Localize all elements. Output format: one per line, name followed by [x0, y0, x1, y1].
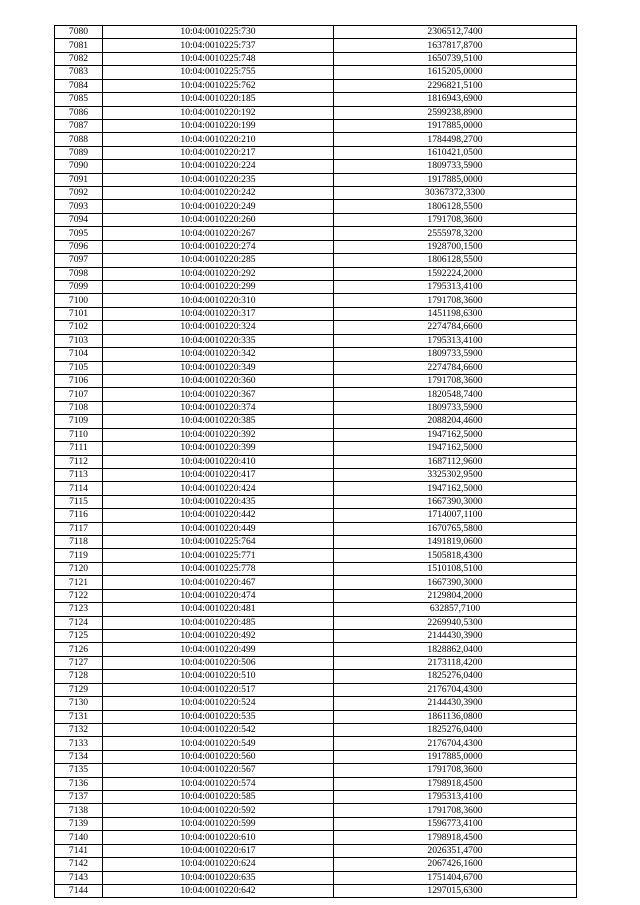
table-row — [55, 737, 577, 750]
table-row — [55, 495, 577, 508]
cadastral-value-cell: 30367372,3300 — [334, 187, 577, 200]
cadastral-value-cell: 2173118,4200 — [334, 656, 577, 669]
table-row — [55, 200, 577, 213]
table-row — [55, 93, 577, 106]
cadastral-number-cell: 10:04:0010220:481 — [103, 603, 334, 616]
row-number-cell: 7086 — [55, 106, 103, 119]
table-row — [55, 254, 577, 267]
row-number-cell: 7105 — [55, 361, 103, 374]
row-number-cell: 7121 — [55, 576, 103, 589]
table-row — [55, 858, 577, 871]
table-row — [55, 321, 577, 334]
cadastral-number-cell: 10:04:0010220:410 — [103, 455, 334, 468]
cadastral-value-cell: 3325302,9500 — [334, 468, 577, 481]
table-row — [55, 227, 577, 240]
cadastral-number-cell: 10:04:0010225:764 — [103, 536, 334, 549]
row-number-cell: 7117 — [55, 522, 103, 535]
cadastral-number-cell: 10:04:0010220:535 — [103, 710, 334, 723]
row-number-cell: 7138 — [55, 804, 103, 817]
table-row — [55, 26, 577, 39]
cadastral-number-cell: 10:04:0010220:185 — [103, 93, 334, 106]
row-number-cell: 7118 — [55, 536, 103, 549]
table-row — [55, 39, 577, 52]
cadastral-number-cell: 10:04:0010220:599 — [103, 817, 334, 830]
cadastral-value-cell: 1505818,4300 — [334, 549, 577, 562]
cadastral-value-cell: 1491819,0600 — [334, 536, 577, 549]
cadastral-value-cell: 1816943,6900 — [334, 93, 577, 106]
row-number-cell: 7082 — [55, 52, 103, 65]
row-number-cell: 7081 — [55, 39, 103, 52]
row-number-cell: 7120 — [55, 562, 103, 575]
cadastral-number-cell: 10:04:0010220:635 — [103, 871, 334, 884]
cadastral-value-cell: 2176704,4300 — [334, 683, 577, 696]
cadastral-number-cell: 10:04:0010220:585 — [103, 791, 334, 804]
cadastral-number-cell: 10:04:0010220:417 — [103, 468, 334, 481]
row-number-cell: 7139 — [55, 817, 103, 830]
cadastral-number-cell: 10:04:0010220:267 — [103, 227, 334, 240]
cadastral-value-cell: 1615205,0000 — [334, 66, 577, 79]
row-number-cell: 7102 — [55, 321, 103, 334]
row-number-cell: 7093 — [55, 200, 103, 213]
table-row — [55, 388, 577, 401]
table-row — [55, 764, 577, 777]
table-row — [55, 307, 577, 320]
cadastral-value-cell: 1670765,5800 — [334, 522, 577, 535]
table-row — [55, 267, 577, 280]
cadastral-number-cell: 10:04:0010220:385 — [103, 415, 334, 428]
cadastral-value-cell: 1825276,0400 — [334, 723, 577, 736]
cadastral-number-cell: 10:04:0010225:771 — [103, 549, 334, 562]
cadastral-number-cell: 10:04:0010220:485 — [103, 616, 334, 629]
row-number-cell: 7096 — [55, 240, 103, 253]
row-number-cell: 7119 — [55, 549, 103, 562]
table-row — [55, 697, 577, 710]
cadastral-number-cell: 10:04:0010220:424 — [103, 482, 334, 495]
cadastral-number-cell: 10:04:0010220:210 — [103, 133, 334, 146]
row-number-cell: 7095 — [55, 227, 103, 240]
cadastral-value-cell: 1791708,3600 — [334, 804, 577, 817]
row-number-cell: 7097 — [55, 254, 103, 267]
cadastral-value-cell: 2274784,6600 — [334, 321, 577, 334]
cadastral-number-cell: 10:04:0010220:567 — [103, 764, 334, 777]
cadastral-number-cell: 10:04:0010220:542 — [103, 723, 334, 736]
cadastral-number-cell: 10:04:0010220:492 — [103, 629, 334, 642]
table-row — [55, 885, 577, 898]
cadastral-value-cell: 1650739,5100 — [334, 52, 577, 65]
table-row — [55, 791, 577, 804]
cadastral-number-cell: 10:04:0010220:235 — [103, 173, 334, 186]
row-number-cell: 7134 — [55, 750, 103, 763]
cadastral-value-cell: 1795313,4100 — [334, 334, 577, 347]
table-row — [55, 683, 577, 696]
cadastral-number-cell: 10:04:0010220:367 — [103, 388, 334, 401]
cadastral-value-cell: 1806128,5500 — [334, 254, 577, 267]
table-row — [55, 106, 577, 119]
cadastral-value-cell: 632857,7100 — [334, 603, 577, 616]
cadastral-value-cell: 1828862,0400 — [334, 643, 577, 656]
row-number-cell: 7141 — [55, 844, 103, 857]
table-row — [55, 361, 577, 374]
cadastral-number-cell: 10:04:0010220:442 — [103, 509, 334, 522]
row-number-cell: 7083 — [55, 66, 103, 79]
cadastral-number-cell: 10:04:0010220:349 — [103, 361, 334, 374]
row-number-cell: 7137 — [55, 791, 103, 804]
row-number-cell: 7122 — [55, 589, 103, 602]
table-row — [55, 468, 577, 481]
row-number-cell: 7116 — [55, 509, 103, 522]
table-row — [55, 334, 577, 347]
cadastral-number-cell: 10:04:0010220:517 — [103, 683, 334, 696]
cadastral-value-cell: 1297015,6300 — [334, 885, 577, 898]
cadastral-number-cell: 10:04:0010220:274 — [103, 240, 334, 253]
cadastral-number-cell: 10:04:0010220:499 — [103, 643, 334, 656]
row-number-cell: 7132 — [55, 723, 103, 736]
cadastral-number-cell: 10:04:0010220:199 — [103, 119, 334, 132]
cadastral-number-cell: 10:04:0010220:260 — [103, 213, 334, 226]
table-row — [55, 160, 577, 173]
row-number-cell: 7110 — [55, 428, 103, 441]
cadastral-value-cell: 1947162,5000 — [334, 482, 577, 495]
row-number-cell: 7113 — [55, 468, 103, 481]
cadastral-number-cell: 10:04:0010220:610 — [103, 831, 334, 844]
row-number-cell: 7091 — [55, 173, 103, 186]
cadastral-value-cell: 1610421,0500 — [334, 146, 577, 159]
cadastral-value-cell: 1791708,3600 — [334, 294, 577, 307]
cadastral-value-cell: 1714007,1100 — [334, 509, 577, 522]
cadastral-number-cell: 10:04:0010220:435 — [103, 495, 334, 508]
row-number-cell: 7092 — [55, 187, 103, 200]
table-row — [55, 442, 577, 455]
cadastral-value-cell: 1795313,4100 — [334, 791, 577, 804]
cadastral-value-cell: 1825276,0400 — [334, 670, 577, 683]
table-row — [55, 831, 577, 844]
row-number-cell: 7131 — [55, 710, 103, 723]
cadastral-number-cell: 10:04:0010220:217 — [103, 146, 334, 159]
table-row — [55, 509, 577, 522]
cadastral-number-cell: 10:04:0010220:506 — [103, 656, 334, 669]
row-number-cell: 7085 — [55, 93, 103, 106]
row-number-cell: 7109 — [55, 415, 103, 428]
table-row — [55, 374, 577, 387]
cadastral-value-cell: 2026351,4700 — [334, 844, 577, 857]
row-number-cell: 7106 — [55, 374, 103, 387]
row-number-cell: 7135 — [55, 764, 103, 777]
table-row — [55, 66, 577, 79]
cadastral-value-cell: 1917885,0000 — [334, 750, 577, 763]
cadastral-value-cell: 1451198,6300 — [334, 307, 577, 320]
cadastral-value-cell: 1947162,5000 — [334, 428, 577, 441]
table-row — [55, 119, 577, 132]
row-number-cell: 7123 — [55, 603, 103, 616]
table-row — [55, 576, 577, 589]
row-number-cell: 7125 — [55, 629, 103, 642]
row-number-cell: 7115 — [55, 495, 103, 508]
cadastral-value-cell: 1791708,3600 — [334, 213, 577, 226]
table-row — [55, 79, 577, 92]
table-row — [55, 603, 577, 616]
row-number-cell: 7087 — [55, 119, 103, 132]
cadastral-number-cell: 10:04:0010220:224 — [103, 160, 334, 173]
table-row — [55, 777, 577, 790]
cadastral-value-cell: 1861136,0800 — [334, 710, 577, 723]
cadastral-value-cell: 2306512,7400 — [334, 26, 577, 39]
table-row — [55, 240, 577, 253]
cadastral-number-cell: 10:04:0010225:755 — [103, 66, 334, 79]
row-number-cell: 7090 — [55, 160, 103, 173]
cadastral-number-cell: 10:04:0010220:392 — [103, 428, 334, 441]
row-number-cell: 7101 — [55, 307, 103, 320]
table-row — [55, 187, 577, 200]
cadastral-number-cell: 10:04:0010220:617 — [103, 844, 334, 857]
row-number-cell: 7126 — [55, 643, 103, 656]
row-number-cell: 7128 — [55, 670, 103, 683]
cadastral-number-cell: 10:04:0010225:748 — [103, 52, 334, 65]
row-number-cell: 7142 — [55, 858, 103, 871]
row-number-cell: 7094 — [55, 213, 103, 226]
cadastral-value-cell: 1667390,3000 — [334, 495, 577, 508]
table-row — [55, 589, 577, 602]
table-row — [55, 616, 577, 629]
row-number-cell: 7104 — [55, 348, 103, 361]
cadastral-value-cell: 2555978,3200 — [334, 227, 577, 240]
cadastral-number-cell: 10:04:0010220:192 — [103, 106, 334, 119]
table-row — [55, 428, 577, 441]
cadastral-number-cell: 10:04:0010220:249 — [103, 200, 334, 213]
table-row — [55, 482, 577, 495]
table-row — [55, 871, 577, 884]
cadastral-number-cell: 10:04:0010220:560 — [103, 750, 334, 763]
table-row — [55, 723, 577, 736]
row-number-cell: 7124 — [55, 616, 103, 629]
cadastral-value-cell: 1806128,5500 — [334, 200, 577, 213]
table-row — [55, 656, 577, 669]
cadastral-value-cell: 1791708,3600 — [334, 764, 577, 777]
cadastral-value-cell: 1751404,6700 — [334, 871, 577, 884]
cadastral-number-cell: 10:04:0010225:778 — [103, 562, 334, 575]
table-row — [55, 401, 577, 414]
cadastral-number-cell: 10:04:0010220:467 — [103, 576, 334, 589]
row-number-cell: 7098 — [55, 267, 103, 280]
table-body — [55, 26, 577, 898]
cadastral-value-cell: 1917885,0000 — [334, 119, 577, 132]
table-row — [55, 629, 577, 642]
cadastral-number-cell: 10:04:0010220:242 — [103, 187, 334, 200]
table-row — [55, 549, 577, 562]
table-row — [55, 522, 577, 535]
cadastral-number-cell: 10:04:0010220:399 — [103, 442, 334, 455]
cadastral-number-cell: 10:04:0010220:342 — [103, 348, 334, 361]
cadastral-value-cell: 1928700,1500 — [334, 240, 577, 253]
cadastral-value-cell: 1592224,2000 — [334, 267, 577, 280]
cadastral-value-cell: 1687112,9600 — [334, 455, 577, 468]
cadastral-number-cell: 10:04:0010220:310 — [103, 294, 334, 307]
cadastral-value-cell: 2274784,6600 — [334, 361, 577, 374]
cadastral-number-cell: 10:04:0010220:549 — [103, 737, 334, 750]
cadastral-value-cell: 2599238,8900 — [334, 106, 577, 119]
row-number-cell: 7136 — [55, 777, 103, 790]
cadastral-number-cell: 10:04:0010220:592 — [103, 804, 334, 817]
row-number-cell: 7080 — [55, 26, 103, 39]
cadastral-value-cell: 1820548,7400 — [334, 388, 577, 401]
cadastral-value-cell: 1784498,2700 — [334, 133, 577, 146]
table-row — [55, 133, 577, 146]
row-number-cell: 7127 — [55, 656, 103, 669]
cadastral-value-cell: 1667390,3000 — [334, 576, 577, 589]
cadastral-value-cell: 1510108,5100 — [334, 562, 577, 575]
table-row — [55, 710, 577, 723]
cadastral-value-cell: 1637817,8700 — [334, 39, 577, 52]
table-row — [55, 146, 577, 159]
cadastral-number-cell: 10:04:0010220:285 — [103, 254, 334, 267]
cadastral-value-cell: 2144430,3900 — [334, 629, 577, 642]
table-row — [55, 670, 577, 683]
table-row — [55, 294, 577, 307]
row-number-cell: 7088 — [55, 133, 103, 146]
cadastral-value-cell: 2176704,4300 — [334, 737, 577, 750]
cadastral-number-cell: 10:04:0010220:624 — [103, 858, 334, 871]
row-number-cell: 7099 — [55, 281, 103, 294]
cadastral-number-cell: 10:04:0010220:449 — [103, 522, 334, 535]
table-row — [55, 536, 577, 549]
row-number-cell: 7129 — [55, 683, 103, 696]
row-number-cell: 7133 — [55, 737, 103, 750]
cadastral-number-cell: 10:04:0010220:324 — [103, 321, 334, 334]
cadastral-number-cell: 10:04:0010220:510 — [103, 670, 334, 683]
row-number-cell: 7144 — [55, 885, 103, 898]
table-row — [55, 52, 577, 65]
table-row — [55, 173, 577, 186]
cadastral-value-table — [54, 25, 577, 898]
cadastral-number-cell: 10:04:0010220:317 — [103, 307, 334, 320]
row-number-cell: 7111 — [55, 442, 103, 455]
cadastral-value-cell: 1798918,4500 — [334, 777, 577, 790]
cadastral-value-cell: 2144430,3900 — [334, 697, 577, 710]
row-number-cell: 7114 — [55, 482, 103, 495]
cadastral-number-cell: 10:04:0010220:474 — [103, 589, 334, 602]
cadastral-number-cell: 10:04:0010220:642 — [103, 885, 334, 898]
cadastral-value-cell: 1809733,5900 — [334, 348, 577, 361]
row-number-cell: 7084 — [55, 79, 103, 92]
cadastral-value-cell: 1809733,5900 — [334, 401, 577, 414]
cadastral-value-cell: 2129804,2000 — [334, 589, 577, 602]
cadastral-value-cell: 1809733,5900 — [334, 160, 577, 173]
cadastral-number-cell: 10:04:0010220:335 — [103, 334, 334, 347]
row-number-cell: 7130 — [55, 697, 103, 710]
cadastral-number-cell: 10:04:0010220:524 — [103, 697, 334, 710]
row-number-cell: 7103 — [55, 334, 103, 347]
row-number-cell: 7143 — [55, 871, 103, 884]
table-row — [55, 213, 577, 226]
cadastral-number-cell: 10:04:0010220:574 — [103, 777, 334, 790]
cadastral-number-cell: 10:04:0010220:292 — [103, 267, 334, 280]
table-row — [55, 750, 577, 763]
table-row — [55, 348, 577, 361]
table-row — [55, 817, 577, 830]
table-row — [55, 455, 577, 468]
cadastral-value-cell: 2296821,5100 — [334, 79, 577, 92]
cadastral-number-cell: 10:04:0010225:762 — [103, 79, 334, 92]
row-number-cell: 7089 — [55, 146, 103, 159]
cadastral-value-cell: 2067426,1600 — [334, 858, 577, 871]
cadastral-number-cell: 10:04:0010220:299 — [103, 281, 334, 294]
table-row — [55, 415, 577, 428]
row-number-cell: 7100 — [55, 294, 103, 307]
row-number-cell: 7107 — [55, 388, 103, 401]
table-row — [55, 844, 577, 857]
table-row — [55, 281, 577, 294]
cadastral-value-cell: 1917885,0000 — [334, 173, 577, 186]
cadastral-value-cell: 1947162,5000 — [334, 442, 577, 455]
cadastral-number-cell: 10:04:0010220:374 — [103, 401, 334, 414]
table-row — [55, 643, 577, 656]
table-row — [55, 804, 577, 817]
cadastral-value-cell: 2088204,4600 — [334, 415, 577, 428]
row-number-cell: 7140 — [55, 831, 103, 844]
row-number-cell: 7108 — [55, 401, 103, 414]
cadastral-value-cell: 2269940,5300 — [334, 616, 577, 629]
cadastral-value-cell: 1596773,4100 — [334, 817, 577, 830]
cadastral-number-cell: 10:04:0010220:360 — [103, 374, 334, 387]
cadastral-number-cell: 10:04:0010225:730 — [103, 26, 334, 39]
cadastral-value-cell: 1798918,4500 — [334, 831, 577, 844]
cadastral-value-cell: 1791708,3600 — [334, 374, 577, 387]
table-row — [55, 562, 577, 575]
cadastral-number-cell: 10:04:0010225:737 — [103, 39, 334, 52]
cadastral-value-cell: 1795313,4100 — [334, 281, 577, 294]
row-number-cell: 7112 — [55, 455, 103, 468]
